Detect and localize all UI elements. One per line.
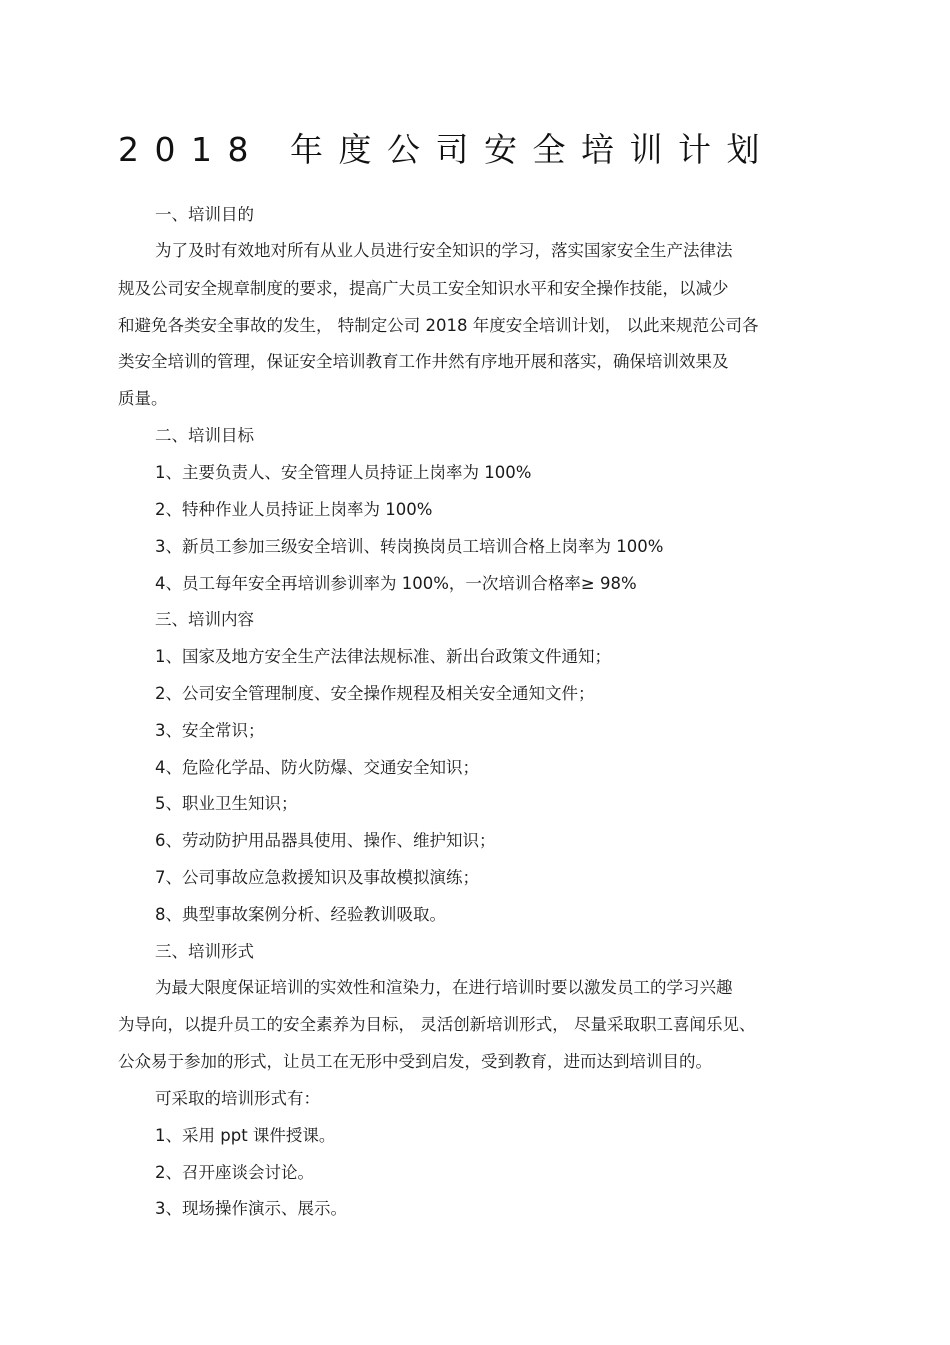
list-item: 2、召开座谈会讨论。: [155, 1163, 314, 1182]
paragraph-line: 和避免各类安全事故的发生， 特制定公司 2018 年度安全培训计划， 以此来规范公司各: [118, 316, 759, 335]
section-heading-goals: 二、培训目标: [155, 426, 254, 445]
paragraph-line: 为了及时有效地对所有从业人员进行安全知识的学习，落实国家安全生产法律法: [155, 241, 733, 260]
paragraph-line: 可采取的培训形式有：: [155, 1089, 320, 1108]
list-item: 5、职业卫生知识；: [155, 794, 298, 813]
paragraph-line: 类安全培训的管理，保证安全培训教育工作井然有序地开展和落实，确保培训效果及: [118, 352, 729, 371]
list-item: 7、公司事故应急救援知识及事故模拟演练；: [155, 868, 479, 887]
list-item: 1、采用 ppt 课件授课。: [155, 1126, 336, 1145]
section-heading-purpose: 一、培训目的: [155, 205, 254, 224]
section-heading-format: 三、培训形式: [155, 942, 254, 961]
list-item: 6、劳动防护用品器具使用、操作、维护知识；: [155, 831, 496, 850]
document-title: 2018 年度公司安全培训计划: [118, 130, 775, 169]
paragraph-line: 为导向，以提升员工的安全素养为目标， 灵活创新培训形式， 尽量采取职工喜闻乐见、: [118, 1015, 756, 1034]
section-heading-content: 三、培训内容: [155, 610, 254, 629]
list-item: 4、员工每年安全再培训参训率为 100%，一次培训合格率≥ 98%: [155, 574, 637, 593]
list-item: 3、新员工参加三级安全培训、转岗换岗员工培训合格上岗率为 100%: [155, 537, 664, 556]
list-item: 4、危险化学品、防火防爆、交通安全知识；: [155, 758, 479, 777]
list-item: 2、特种作业人员持证上岗率为 100%: [155, 500, 433, 519]
list-item: 2、公司安全管理制度、安全操作规程及相关安全通知文件；: [155, 684, 595, 703]
paragraph-line: 为最大限度保证培训的实效性和渲染力，在进行培训时要以激发员工的学习兴趣: [155, 978, 733, 997]
list-item: 1、主要负责人、安全管理人员持证上岗率为 100%: [155, 463, 532, 482]
paragraph-line: 规及公司安全规章制度的要求，提高广大员工安全知识水平和安全操作技能，以减少: [118, 279, 729, 298]
list-item: 8、典型事故案例分析、经验教训吸取。: [155, 905, 446, 924]
list-item: 3、安全常识；: [155, 721, 265, 740]
list-item: 3、现场操作演示、展示。: [155, 1199, 347, 1218]
list-item: 1、国家及地方安全生产法律法规标准、新出台政策文件通知；: [155, 647, 611, 666]
paragraph-line: 公众易于参加的形式，让员工在无形中受到启发，受到教育，进而达到培训目的。: [118, 1052, 712, 1071]
paragraph-line: 质量。: [118, 389, 168, 408]
